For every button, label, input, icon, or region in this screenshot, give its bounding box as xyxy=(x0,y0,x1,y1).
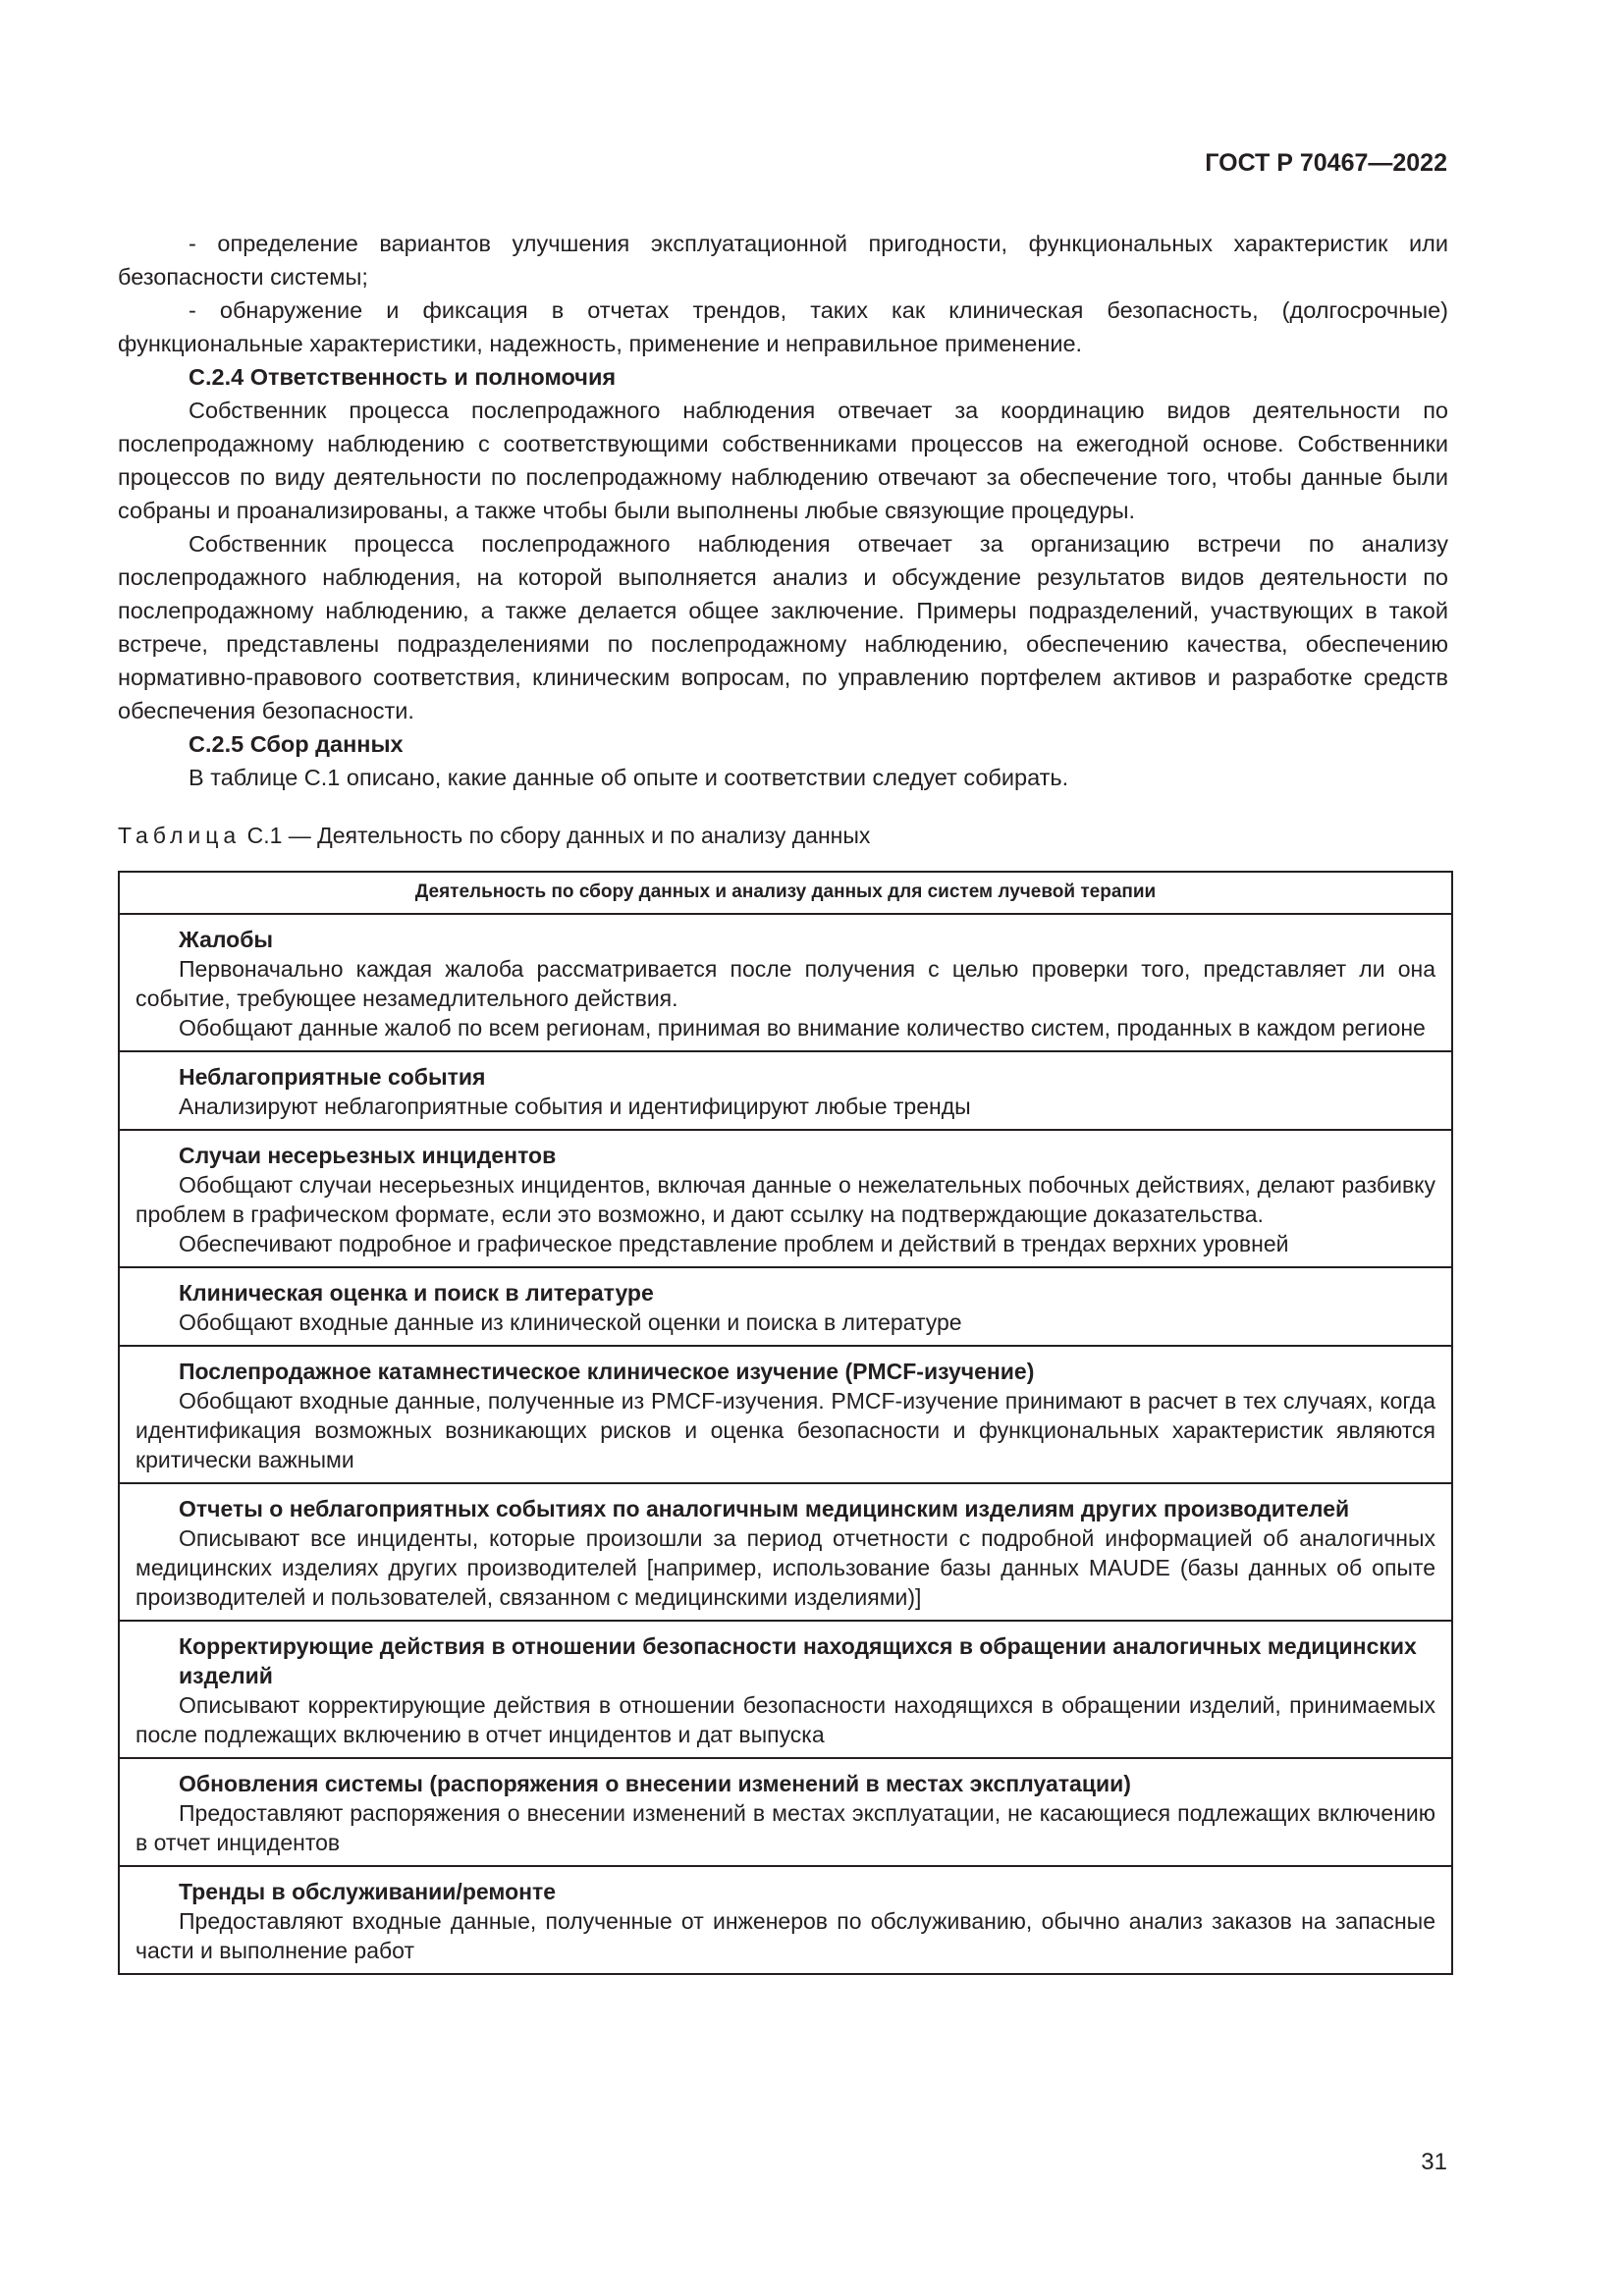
table-row-text: Обобщают данные жалоб по всем регионам, принимая во внимание количество систем, проданных в каждом регионе xyxy=(179,1015,1426,1041)
table-row-title: Тренды в обслуживании/ремонте xyxy=(179,1879,557,1904)
table-row xyxy=(120,1865,1451,1973)
table-row-text: Анализируют неблагоприятные события и идентифицируют любые тренды xyxy=(179,1094,971,1119)
table-caption xyxy=(118,823,870,849)
table-caption-text: С.1 — Деятельность по сбору данных и по анализу данных xyxy=(246,823,871,848)
table-row-text: Обобщают входные данные, полученные из PMCF-изучения. PMCF-изучение принимают в расчет в тех случаях, когда идентификация возможных возникающих рисков и оценка безопасности и функциональных характеристик являются критически важными xyxy=(135,1388,1435,1472)
table-row-title: Случаи несерьезных инцидентов xyxy=(179,1143,557,1168)
table-row xyxy=(120,1757,1451,1865)
table-row-title: Жалобы xyxy=(179,927,274,952)
table-row-text: Обобщают случаи несерьезных инцидентов, включая данные о нежелательных побочных действиях, делают разбивку проблем в графическом формате, если это возможно, и дают ссылку на подтверждающие доказательства. xyxy=(135,1172,1435,1227)
paragraph: - определение вариантов улучшения эксплуатационной пригодности, функциональных характеристик или безопасности системы; xyxy=(118,231,1448,290)
table-row-text: Обобщают входные данные из клинической оценки и поиска в литературе xyxy=(179,1309,962,1335)
data-table xyxy=(118,871,1453,1975)
table-caption-label: Таблица xyxy=(118,823,242,848)
section-heading-c24: С.2.4 Ответственность и полномочия xyxy=(189,364,617,390)
table-row-text: Предоставляют распоряжения о внесении изменений в местах эксплуатации, не касающиеся подлежащих включению в отчет инцидентов xyxy=(135,1800,1435,1855)
table-row xyxy=(120,1266,1451,1345)
table-row xyxy=(120,1129,1451,1266)
paragraph: Собственник процесса послепродажного наблюдения отвечает за координацию видов деятельности по послепродажному наблюдению с соответствующими собственниками процессов на ежегодной основе. Собственники процессов по виду деятельности по послепродажному наблюдению отвечают за обеспечение того, чтобы данные были собраны и проанализированы, а также чтобы были выполнены любые связующие процедуры. xyxy=(118,398,1448,523)
table-row-text: Описывают все инциденты, которые произошли за период отчетности с подробной информацией об аналогичных медицинских изделиях других производителей [например, использование базы данных MAUDE (базы данных об опыте производителей и пользователей, связанном с медицинскими изделиями)] xyxy=(135,1525,1435,1610)
table-row-title: Корректирующие действия в отношении безопасности находящихся в обращении аналогичных медицинских изделий xyxy=(179,1633,1417,1688)
table-row xyxy=(120,1345,1451,1482)
paragraph: Собственник процесса послепродажного наблюдения отвечает за организацию встречи по анализу послепродажного наблюдения, на которой выполняется анализ и обсуждение результатов видов деятельности по послепродажному наблюдению, а также делается общее заключение. Примеры подразделений, участвующих в такой встрече, представлены подразделениями по послепродажному наблюдению, обеспечению качества, обеспечению нормативно-правового соответствия, клиническим вопросам, по управлению портфелем активов и разработке средств обеспечения безопасности. xyxy=(118,531,1448,723)
table-row xyxy=(120,1050,1451,1129)
body-text xyxy=(118,227,1448,794)
table-row-text: Первоначально каждая жалоба рассматривается после получения с целью проверки того, представляет ли она событие, требующее незамедлительного действия. xyxy=(135,956,1435,1011)
table-body xyxy=(120,915,1451,1973)
table-row-title: Обновления системы (распоряжения о внесении изменений в местах эксплуатации) xyxy=(179,1771,1131,1796)
section-heading-c25: С.2.5 Сбор данных xyxy=(189,731,404,757)
page-number: 31 xyxy=(1421,2149,1447,2175)
table-row-title: Неблагоприятные события xyxy=(179,1064,486,1090)
table-row-text: Предоставляют входные данные, полученные от инженеров по обслуживанию, обычно анализ заказов на запасные части и выполнение работ xyxy=(135,1908,1435,1963)
table-row xyxy=(120,915,1451,1050)
page-header-doc-id: ГОСТ Р 70467—2022 xyxy=(1205,149,1447,177)
table-row-title: Отчеты о неблагоприятных событиях по аналогичным медицинским изделиям других производителей xyxy=(179,1496,1350,1522)
paragraph: - обнаружение и фиксация в отчетах трендов, таких как клиническая безопасность, (долгосрочные) функциональные характеристики, надежность, применение и неправильное применение. xyxy=(118,297,1448,356)
table-row-text: Обеспечивают подробное и графическое представление проблем и действий в трендах верхних уровней xyxy=(179,1231,1289,1256)
table-row xyxy=(120,1620,1451,1757)
table-row-title: Клиническая оценка и поиск в литературе xyxy=(179,1280,654,1306)
table-header: Деятельность по сбору данных и анализу данных для систем лучевой терапии xyxy=(120,873,1451,915)
table-row-title: Послепродажное катамнестическое клиническое изучение (PMCF-изучение) xyxy=(179,1359,1035,1384)
table-row xyxy=(120,1482,1451,1620)
paragraph: В таблице С.1 описано, какие данные об опыте и соответствии следует собирать. xyxy=(189,765,1069,790)
table-row-text: Описывают корректирующие действия в отношении безопасности находящихся в обращении изделий, принимаемых после подлежащих включению в отчет инцидентов и дат выпуска xyxy=(135,1692,1435,1747)
